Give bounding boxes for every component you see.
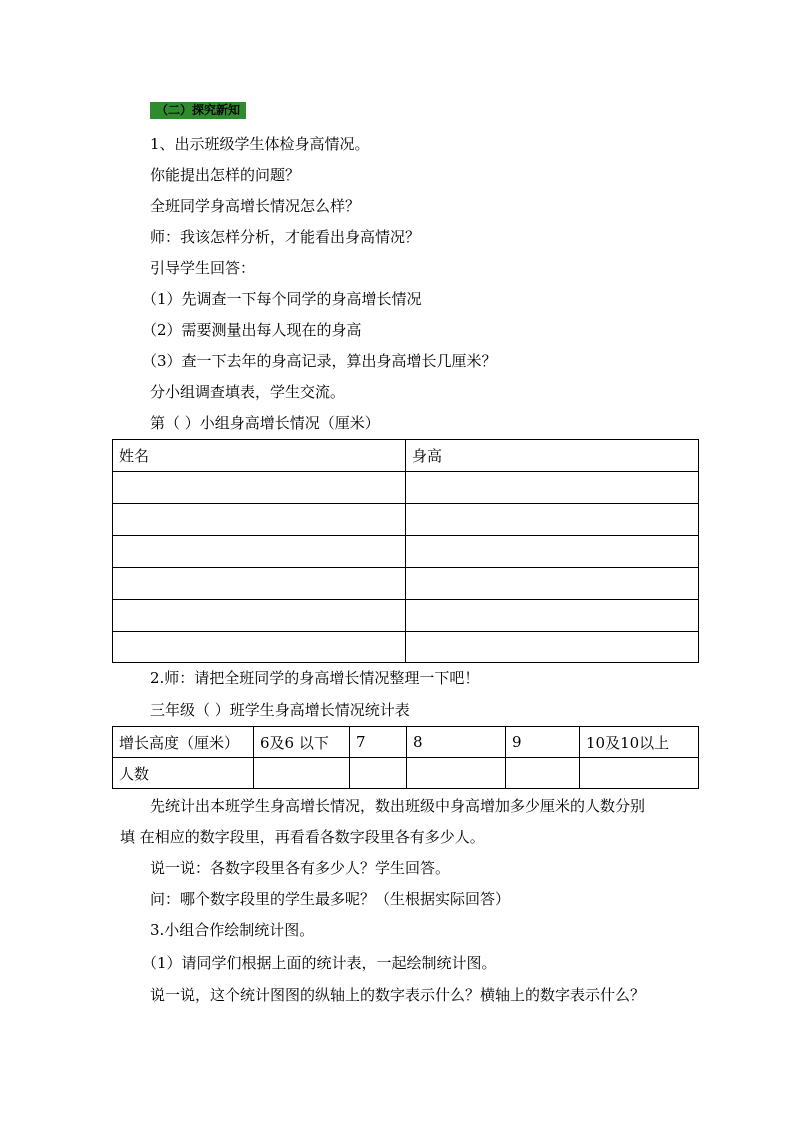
- table-cell: 10及10以上: [580, 727, 699, 758]
- text-line: 全班同学身高增长情况怎么样？: [150, 197, 361, 215]
- section-heading: （二）探究新知: [150, 102, 246, 119]
- table-cell: [406, 568, 699, 600]
- table-row: [113, 758, 699, 789]
- table-cell: [406, 472, 699, 504]
- table-cell: [113, 472, 406, 504]
- text-line: 你能提出怎样的问题？: [150, 166, 301, 184]
- paragraph-line: 填 在相应的数字段里，再看看各数字段里各有多少人。: [120, 828, 485, 846]
- table-caption: 三年级（ ）班学生身高增长情况统计表: [150, 701, 410, 719]
- table-cell: [254, 758, 350, 789]
- text-line: （1）先调查一下每个同学的身高增长情况: [142, 290, 422, 308]
- table-header: 姓名: [113, 440, 406, 472]
- text-line: 3.小组合作绘制统计图。: [150, 921, 315, 939]
- text-line: （2）需要测量出每人现在的身高: [142, 321, 362, 339]
- table-header: 身高: [406, 440, 699, 472]
- text-line: 2.师：请把全班同学的身高增长情况整理一下吧！: [150, 669, 480, 687]
- paragraph-line: 先统计出本班学生身高增长情况，数出班级中身高增加多少厘米的人数分别: [150, 797, 646, 815]
- table-cell: [406, 632, 699, 663]
- table-cell: [506, 758, 580, 789]
- text-line: （1）请同学们根据上面的统计表，一起绘制统计图。: [142, 954, 497, 972]
- table-cell: [113, 536, 406, 568]
- table-row: [113, 727, 699, 758]
- text-line: （3）查一下去年的身高记录，算出身高增长几厘米？: [142, 352, 497, 370]
- table-row: [113, 536, 699, 568]
- table-row: [113, 600, 699, 632]
- table-cell: [406, 536, 699, 568]
- table-row: [113, 504, 699, 536]
- text-line: 说一说，这个统计图图的纵轴上的数字表示什么？横轴上的数字表示什么？: [150, 986, 646, 1004]
- text-line: 师：我该怎样分析，才能看出身高情况？: [150, 228, 421, 246]
- table-cell: [407, 758, 506, 789]
- text-line: 说一说：各数字段里各有多少人？学生回答。: [150, 859, 451, 877]
- table-row: [113, 472, 699, 504]
- table-cell: [580, 758, 699, 789]
- table-cell: [113, 568, 406, 600]
- table-cell: [113, 632, 406, 663]
- table-row: [113, 568, 699, 600]
- group-height-table: [112, 439, 699, 663]
- table-cell: 9: [506, 727, 580, 758]
- table-row: [113, 632, 699, 663]
- table-cell: 7: [350, 727, 407, 758]
- table-cell: [406, 504, 699, 536]
- text-line: 问：哪个数字段里的学生最多呢？（生根据实际回答）: [150, 890, 511, 908]
- stats-table: [112, 726, 699, 789]
- table-cell: [113, 600, 406, 632]
- text-line: 1、出示班级学生体检身高情况。: [150, 135, 370, 153]
- table-cell: 6及6 以下: [254, 727, 350, 758]
- table-cell: [350, 758, 407, 789]
- text-line: 分小组调查填表，学生交流。: [150, 383, 346, 401]
- table-cell: 8: [407, 727, 506, 758]
- table-cell: 增长高度（厘米）: [113, 727, 254, 758]
- table-cell: [406, 600, 699, 632]
- table-cell: 人数: [113, 758, 254, 789]
- table-cell: [113, 504, 406, 536]
- table-caption: 第（ ）小组身高增长情况（厘米）: [150, 414, 380, 432]
- text-line: 引导学生回答：: [150, 259, 256, 277]
